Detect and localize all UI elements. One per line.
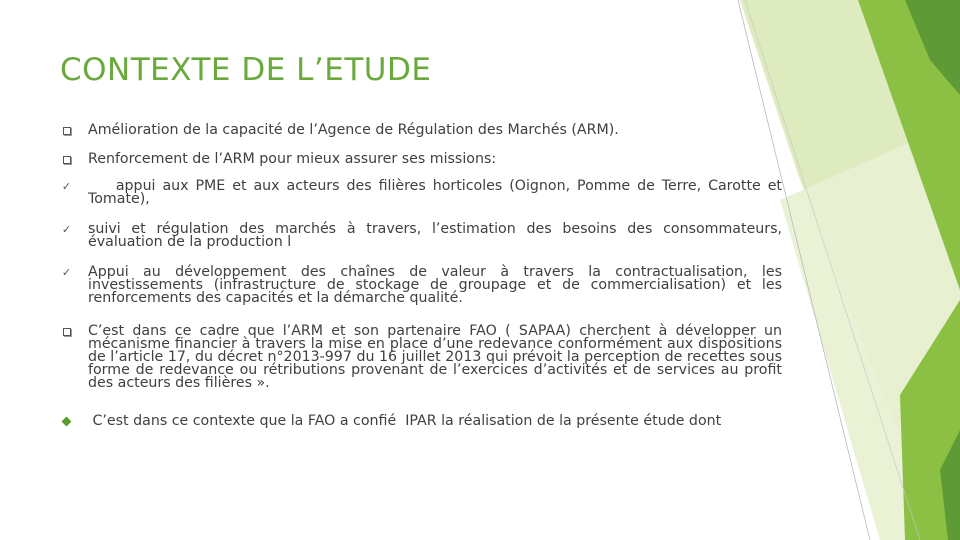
list-item-text: Amélioration de la capacité de l’Agence de Régulation des Marchés (ARM). (88, 122, 619, 138)
list-item (60, 325, 782, 390)
checkbox-square-icon (62, 124, 71, 137)
checkbox-square-icon (62, 153, 71, 166)
list-item-text: C’est dans ce contexte que la FAO a confié IPAR la réalisation de la présente étude dont (88, 413, 722, 429)
list-item-text: appui aux PME et aux acteurs des filières horticoles (Oignon, Pomme de Terre, Carotte et Tomate), (88, 178, 787, 207)
diamond-icon (62, 415, 71, 428)
list-item (60, 266, 782, 305)
list-item-text: C’est dans ce cadre que l’ARM et son partenaire FAO ( SAPAA) cherchent à développer un mécanisme financier à travers la mise en place d’une redevance conformément aux dispositions de l’article 17, du décret n°2013-997 du 16 juillet 2013 qui prévoit la perception de recettes sous forme de redevance ou rétributions provenant de l’exercices d’activités et de services au profit des acteurs des filières ». (88, 323, 782, 391)
slide-title: CONTEXTE DE L’ETUDE (60, 52, 432, 88)
list-item (60, 153, 782, 166)
list-item (60, 178, 787, 207)
list-item-text: Renforcement de l’ARM pour mieux assurer ses missions: (88, 151, 497, 167)
checkmark-icon: ✓ (61, 223, 72, 236)
list-item (60, 415, 782, 428)
checkmark-icon: ✓ (61, 266, 72, 279)
list-item-text: Appui au développement des chaînes de valeur à travers la contractualisation, les investissements (infrastructure de stockage de groupage et de commercialisation) et les renforcements des capacités et la démarche qualité. (88, 264, 782, 306)
list-item-text: suivi et régulation des marchés à travers, l’estimation des besoins des consommateurs, évaluation de la production l (88, 221, 782, 250)
checkmark-icon: ✓ (61, 180, 72, 193)
checkbox-square-icon (62, 325, 71, 338)
list-item (60, 124, 782, 137)
list-item (60, 223, 782, 249)
